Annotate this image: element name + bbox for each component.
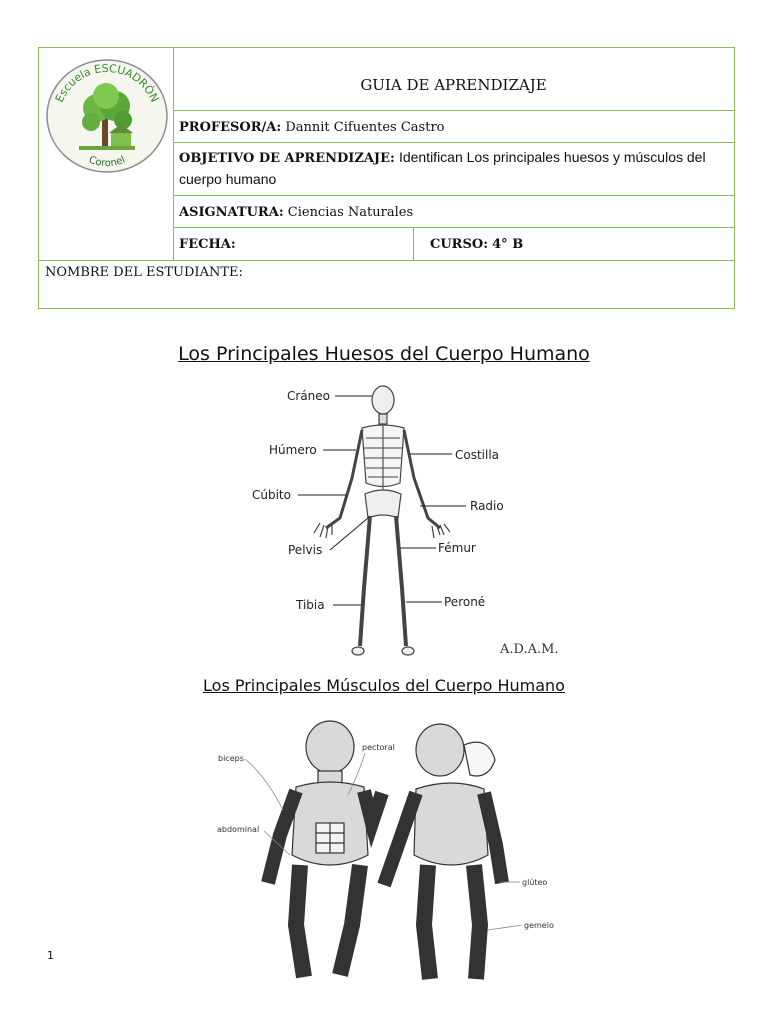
asignatura-value: Ciencias Naturales [287, 205, 414, 220]
label-cubito: Cúbito [252, 488, 291, 502]
label-craneo: Cráneo [287, 389, 330, 403]
logo-text-top: Escuela ESCUADRÓN [52, 61, 162, 105]
curso-value: 4° B [492, 237, 524, 252]
fecha-cell [173, 228, 414, 261]
label-tibia: Tibia [296, 598, 325, 612]
muscles-title: Los Principales Músculos del Cuerpo Humano [203, 676, 565, 695]
fecha-curso-row [173, 228, 734, 261]
objetivo-label: OBJETIVO DE APRENDIZAJE: [179, 151, 395, 166]
muscle-figure-front [268, 721, 382, 977]
profesor-label: PROFESOR/A: [179, 120, 282, 135]
curso-cell [414, 228, 734, 261]
page-number: 1 [47, 949, 54, 962]
school-logo [39, 48, 173, 260]
logo-cell [39, 48, 174, 260]
skeleton-figure [314, 386, 450, 655]
asignatura-label: ASIGNATURA: [179, 205, 284, 220]
label-gluteo: glúteo [522, 878, 548, 887]
header-table [38, 47, 735, 309]
profesor-row [173, 111, 734, 143]
fecha-label: FECHA: [179, 237, 236, 252]
curso-label: CURSO: [430, 237, 488, 252]
label-pelvis: Pelvis [288, 543, 323, 557]
title-row [173, 48, 734, 111]
label-humero: Húmero [269, 443, 317, 457]
bones-title: Los Principales Huesos del Cuerpo Humano [178, 343, 590, 365]
label-biceps: biceps [218, 754, 244, 763]
label-radio: Radio [470, 499, 504, 513]
label-costilla: Costilla [455, 448, 500, 462]
logo-text-bottom: Coronel [87, 154, 127, 170]
label-pectoral: pectoral [362, 743, 395, 752]
student-name-row [39, 260, 734, 310]
objetivo-row [173, 143, 734, 196]
asignatura-row [173, 196, 734, 228]
profesor-value: Dannit Cifuentes Castro [285, 120, 445, 135]
skeleton-diagram [0, 378, 768, 668]
muscle-figure-back [384, 724, 502, 979]
objetivo-value: Identifican Los principales huesos y músculos del cuerpo humano [179, 149, 706, 187]
label-perone: Peroné [444, 595, 486, 609]
label-gemelo: gemelo [524, 921, 554, 930]
muscles-diagram [0, 705, 768, 1005]
nombre-label: NOMBRE DEL ESTUDIANTE: [45, 265, 243, 280]
doc-title: GUIA DE APRENDIZAJE [360, 76, 547, 94]
label-abdominal: abdominal [217, 825, 260, 834]
adam-credit: A.D.A.M. [500, 642, 559, 657]
label-femur: Fémur [438, 541, 476, 555]
